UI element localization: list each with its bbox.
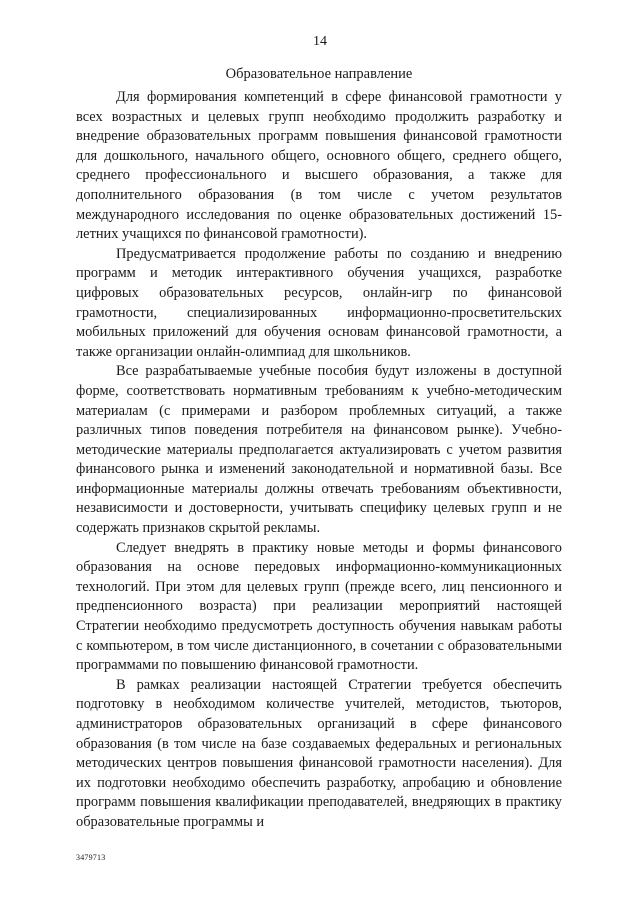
paragraph: Для формирования компетенций в сфере финансовой грамотности у всех возрастных и целевых групп необходимо продолжить разработку и внедрение образовательных программ повышения финансовой грамотности для дошкольного, начального общего, основного общего, среднего общего, среднего профессионального и высшего образования, а также для дополнительного образования (в том числе с учетом результатов международного исследования по оценке образовательных достижений 15-летних учащихся по финансовой грамотности).	[76, 89, 562, 243]
document-code: 3479713	[76, 853, 106, 862]
section-heading: Образовательное направление	[225, 66, 413, 82]
page-number: 14	[313, 34, 327, 49]
paragraph: Предусматривается продолжение работы по созданию и внедрению программ и методик интерактивного обучения учащихся, разработке цифровых образовательных ресурсов, онлайн-игр по финансовой грамотности, специализированных информационно-просветительских мобильных приложений для обучения основам финансовой грамотности, а также организации онлайн-олимпиад для школьников.	[76, 245, 562, 360]
paragraph: В рамках реализации настоящей Стратегии требуется обеспечить подготовку в необходимом количестве учителей, методистов, тьюторов, администраторов образовательных организаций в сфере финансового образования (в том числе на базе создаваемых федеральных и региональных методических центров повышения финансовой грамотности населения). Для их подготовки необходимо обеспечить разработку, апробацию и обновление программ повышения квалификации преподавателей, внедряющих в практику образовательные программы и	[76, 676, 562, 830]
document-body	[76, 88, 562, 833]
paragraph: Следует внедрять в практику новые методы и формы финансового образования на основе передовых информационно-коммуникационных технологий. При этом для целевых групп (прежде всего, лиц пенсионного и предпенсионного возраста) при реализации мероприятий настоящей Стратегии необходимо предусмотреть доступность обучения навыкам работы с компьютером, в том числе дистанционного, в сочетании с образовательными программами по повышению финансовой грамотности.	[76, 539, 562, 674]
paragraph: Все разрабатываемые учебные пособия будут изложены в доступной форме, соответствовать нормативным требованиям к учебно-методическим материалам (с примерами и разбором проблемных ситуаций, а также различных типов поведения потребителя на финансовом рынке). Учебно-методические материалы предполагается актуализировать с учетом развития финансового рынка и изменений законодательной и нормативной базы. Все информационные материалы должны отвечать требованиям объективности, независимости и достоверности, учитывать специфику целевых групп и не содержать признаков скрытой рекламы.	[76, 363, 562, 537]
